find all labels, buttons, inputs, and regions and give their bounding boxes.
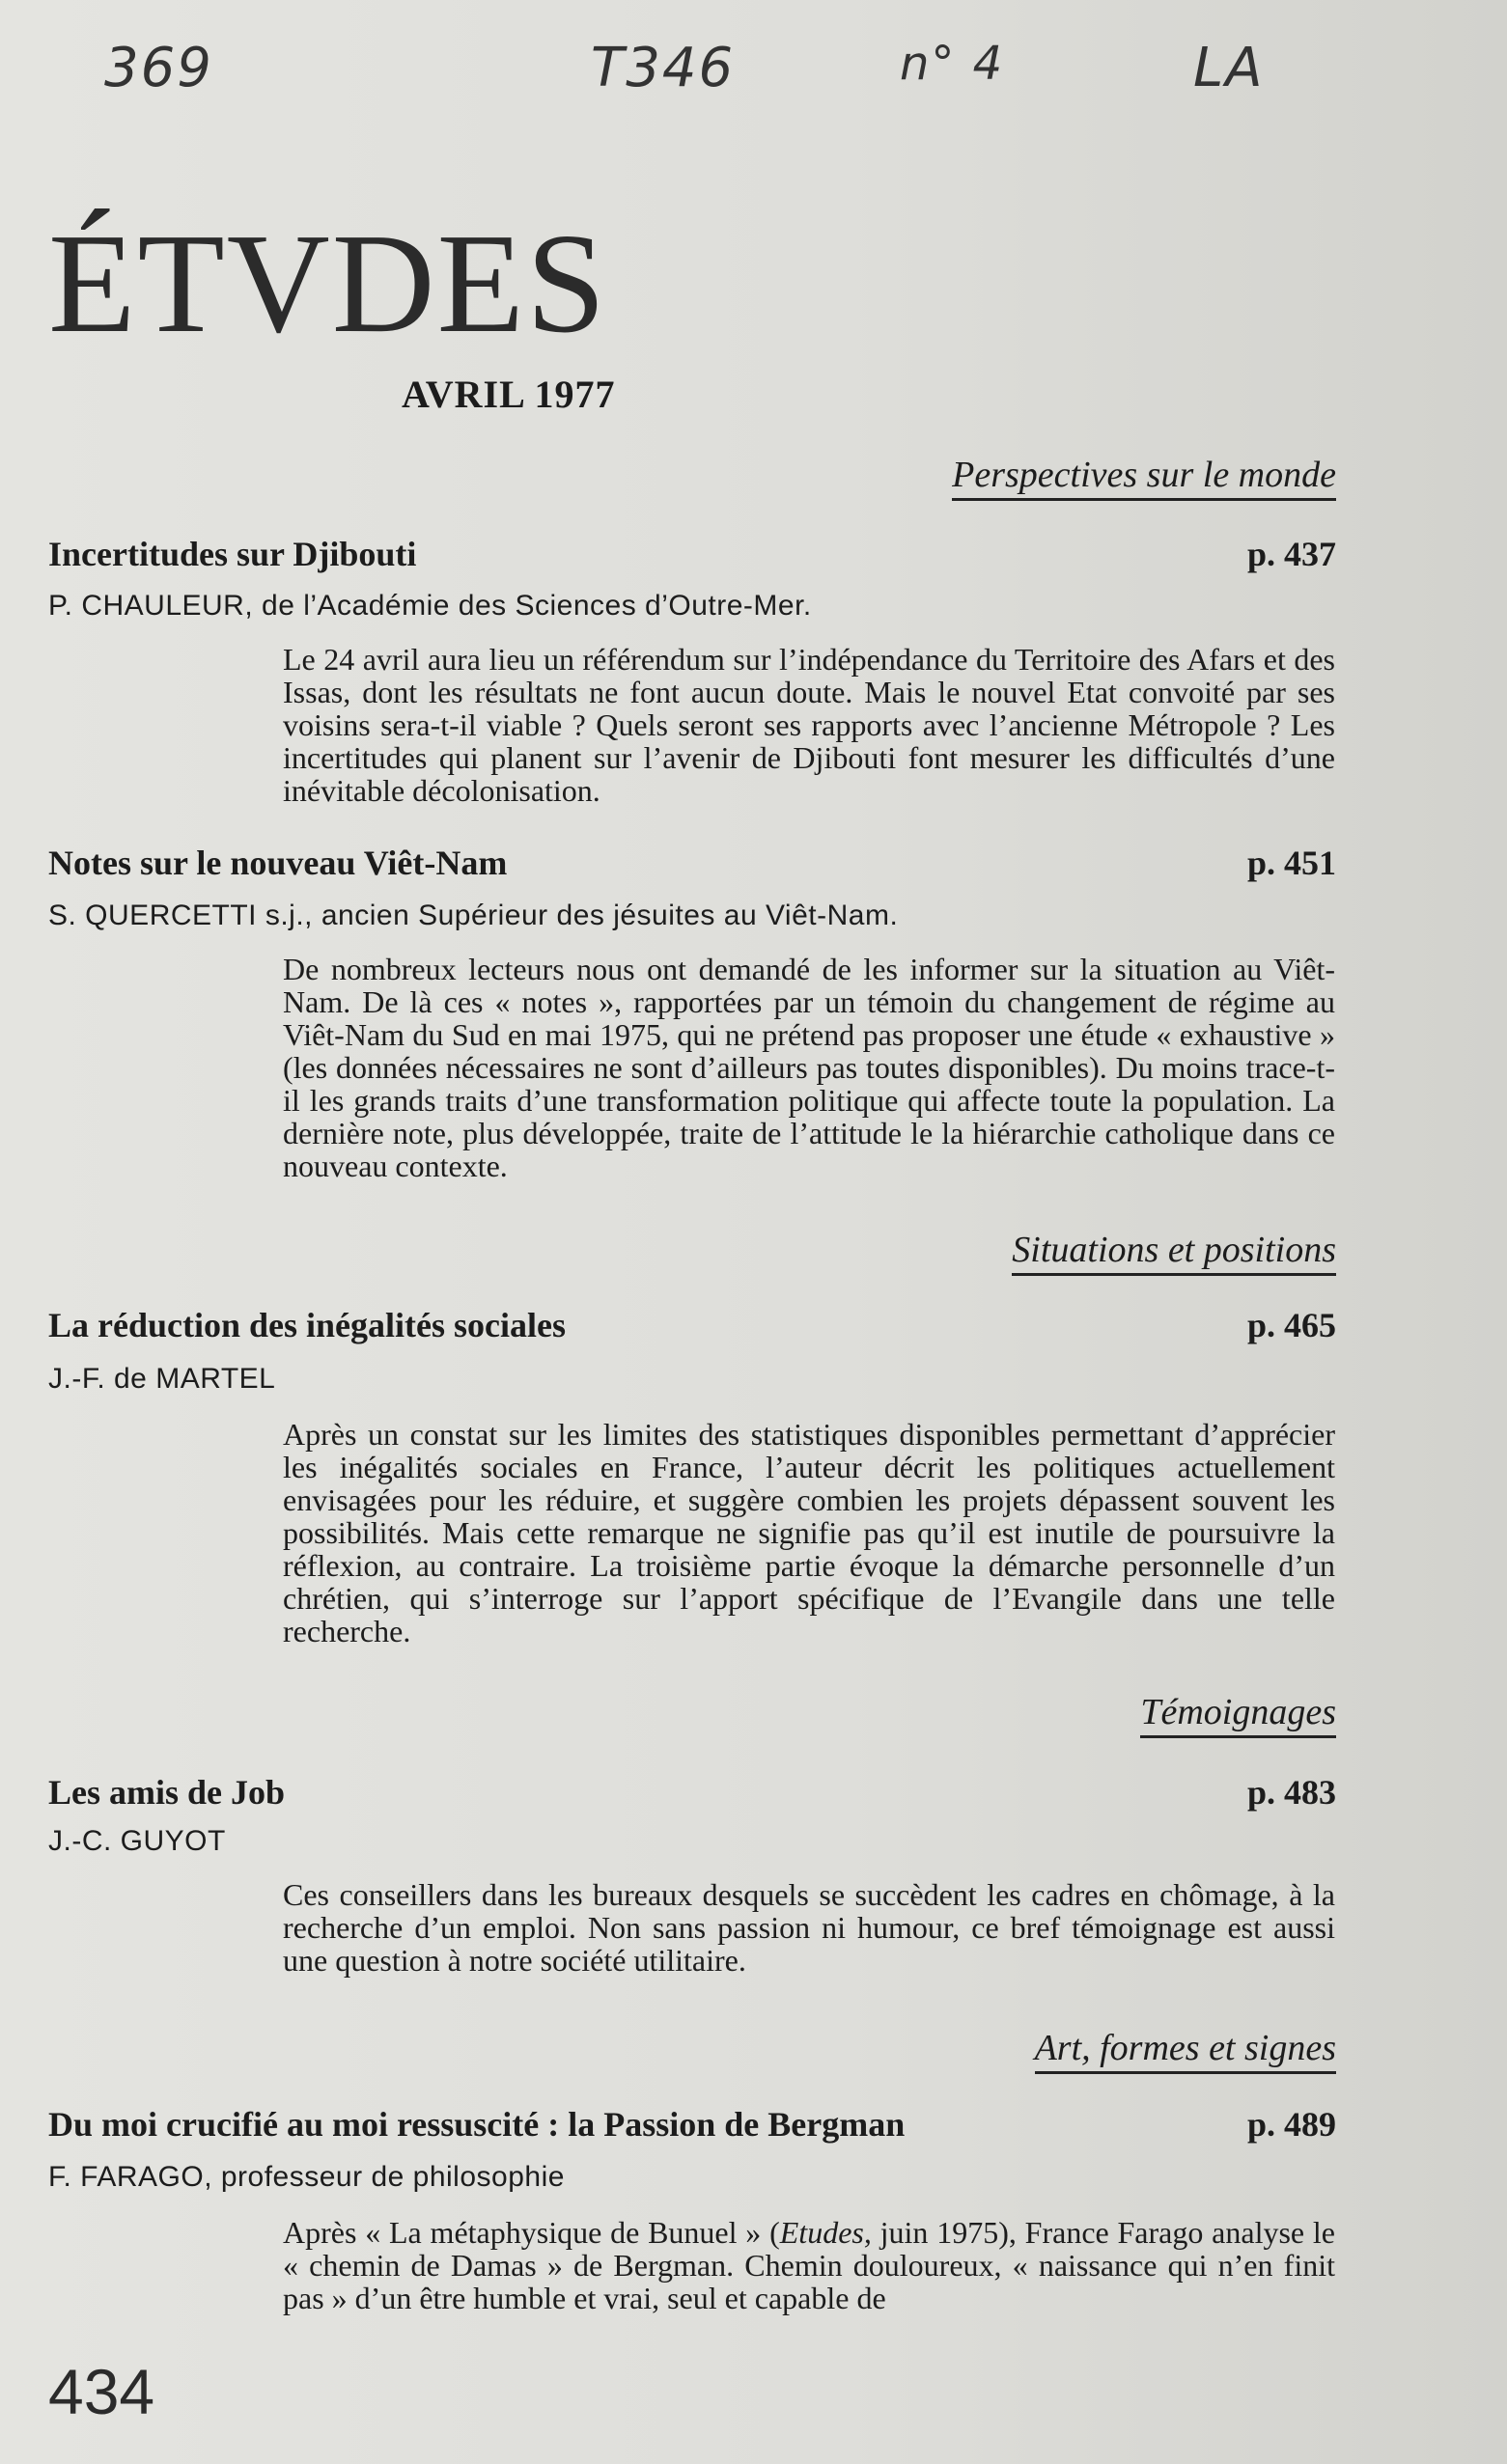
article-summary: Ces conseillers dans les bureaux desquels se succèdent les cadres en chômage, à la recherche d’un emploi. Non sans passion ni humour, ce bref témoignage est aussi une question à notre société utilitaire.	[283, 1877, 1335, 1978]
article-title: Du moi crucifié au moi ressuscité : la Passion de Bergman	[48, 2105, 906, 2144]
article-page-ref: p. 483	[1246, 1773, 1336, 1812]
article-title-row	[48, 2104, 1336, 2145]
section-heading: Perspectives sur le monde	[952, 454, 1336, 501]
article-author: F. FARAGO, professeur de philosophie	[48, 2161, 565, 2193]
article-page-ref: p. 489	[1246, 2105, 1336, 2144]
handwritten-note: LA	[1193, 37, 1265, 99]
article-title: Les amis de Job	[48, 1773, 286, 1812]
article-title-row	[48, 534, 1336, 574]
article-title: La réduction des inégalités sociales	[48, 1306, 566, 1344]
article-summary: Après un constat sur les limites des statistiques disponibles permettant d’apprécier les inégalités sociales en France, l’auteur décrit les politiques actuellement envisagées pour les réduire, et suggère combien les projets dépassent souvent les possibilités. Mais cette remarque ne signifie pas qu’il est inutile de poursuivre la réflexion, au contraire. La troisième partie évoque la démarche personnelle d’un chrétien, qui s’interroge sur l’apport spécifique de l’Evangile dans une telle recherche.	[283, 1417, 1335, 1648]
article-page-ref: p. 451	[1246, 844, 1336, 882]
journal-name-italic: Etudes,	[779, 2215, 872, 2250]
article-author: J.-F. de MARTEL	[48, 1363, 276, 1395]
page-number: 434	[48, 2356, 155, 2427]
article-title-row	[48, 843, 1336, 883]
article-summary: De nombreux lecteurs nous ont demandé de les informer sur la situation au Viêt-Nam. De là ces « notes », rapportées par un témoin du changement de régime au Viêt-Nam du Sud en mai 1975, qui ne prétend pas proposer une étude « exhaustive » (les données nécessaires ne sont d’ailleurs pas toutes disponibles). Du moins trace-t-il les grands traits d’une transformation politique qui affecte toute la population. La dernière note, plus développée, traite de l’attitude le la hiérarchie catholique dans ce nouveau contexte.	[283, 952, 1335, 1183]
article-summary	[283, 2216, 1335, 2314]
article-title: Notes sur le nouveau Viêt-Nam	[48, 844, 508, 882]
article-title: Incertitudes sur Djibouti	[48, 535, 417, 573]
section-heading: Situations et positions	[1012, 1229, 1336, 1276]
journal-masthead: ÉTVDES	[48, 205, 608, 363]
handwritten-note: n° 4	[900, 37, 1005, 91]
section-heading: Témoignages	[1140, 1691, 1336, 1738]
section-heading: Art, formes et signes	[1035, 2027, 1336, 2074]
article-summary: Le 24 avril aura lieu un référendum sur l’indépendance du Territoire des Afars et des Issas, dont les résultats ne font aucun doute. Mais le nouvel Etat convoité par ses voisins sera-t-il viable ? Quels seront ses rapports avec l’ancienne Métropole ? Les incertitudes qui planent sur l’avenir de Djibouti font mesurer les difficultés d’une inévitable décolonisation.	[283, 642, 1335, 808]
article-title-row	[48, 1772, 1336, 1813]
article-title-row	[48, 1305, 1336, 1345]
article-author: P. CHAULEUR, de l’Académie des Sciences d’Outre-Mer.	[48, 590, 812, 622]
summary-text: juin 1975), France Farago analyse le « chemin de Damas » de Bergman. Chemin douloureux, « naissance qui n’en finit pas » d’un être humble et vrai, seul et capable de	[283, 2215, 1336, 2315]
article-page-ref: p. 465	[1246, 1306, 1336, 1344]
handwritten-note: T346	[591, 37, 736, 99]
issue-date: AVRIL 1977	[402, 373, 616, 416]
article-page-ref: p. 437	[1246, 535, 1336, 573]
handwritten-note: 369	[104, 37, 213, 99]
article-author: J.-C. GUYOT	[48, 1825, 226, 1857]
summary-text: Après « La métaphysique de Bunuel » (	[283, 2215, 780, 2250]
article-author: S. QUERCETTI s.j., ancien Supérieur des jésuites au Viêt-Nam.	[48, 900, 899, 931]
